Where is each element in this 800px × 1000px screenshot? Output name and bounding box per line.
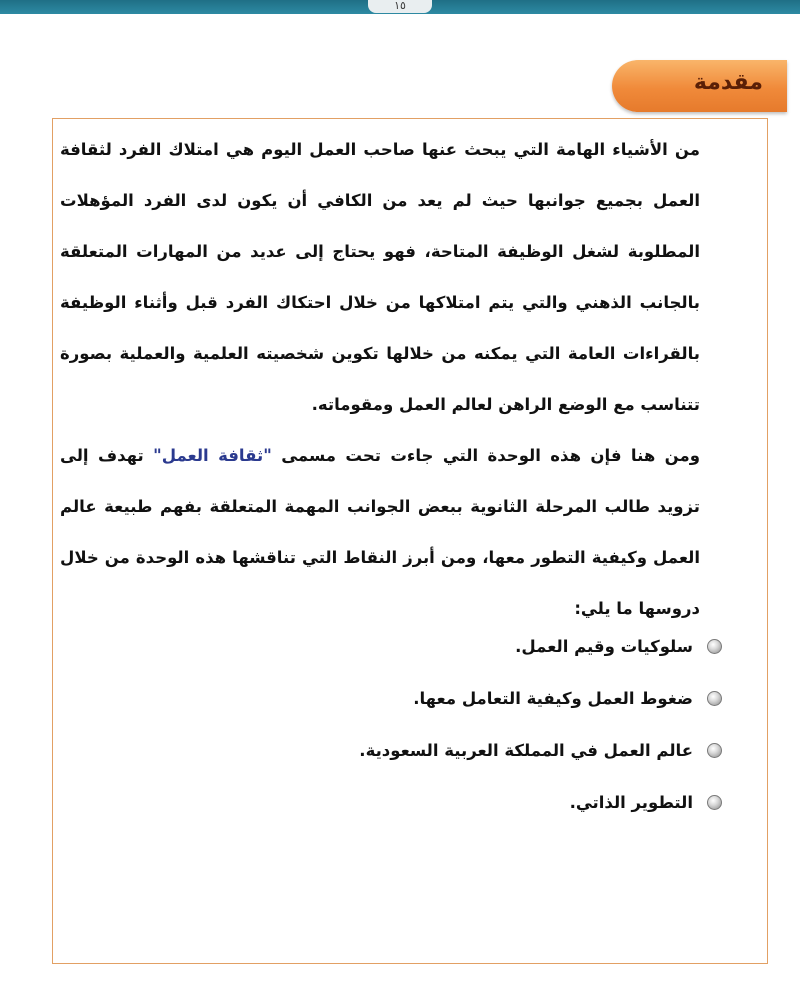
unit-name: "ثقافة العمل" [153,446,272,465]
topics-list [60,620,740,828]
bullet-circle-icon [707,639,722,654]
unit-paragraph-start: ومن هنا فإن هذه الوحدة التي جاءت تحت مسمى [271,446,701,465]
list-item [60,672,740,724]
bullet-circle-icon [707,795,722,810]
list-item-text: ضغوط العمل وكيفية التعامل معها. [413,688,693,708]
list-item-text: سلوكيات وقيم العمل. [515,636,693,656]
list-item-text: عالم العمل في المملكة العربية السعودية. [359,740,693,760]
bullet-circle-icon [707,743,722,758]
intro-paragraph: من الأشياء الهامة التي يبحث عنها صاحب العمل اليوم هي امتلاك الفرد لثقافة العمل بجميع جوانبها حيث لم يعد من الكافي أن يكون لدى الفرد المؤهلات المطلوبة لشغل الوظيفة المتاحة، فهو يحتاج إلى عديد من المهارات المتعلقة بالجانب الذهني والتي يتم امتلاكها من خلال احتكاك الفرد قبل وأثناء الوظيفة بالقراءات العامة التي يمكنه من خلالها تكوين شخصيته العلمية والعملية بصورة تتناسب مع الوضع الراهن لعالم العمل ومقوماته. [60,140,700,414]
list-item-text: التطوير الذاتي. [569,792,693,812]
bullet-circle-icon [707,691,722,706]
section-heading: مقدمة [693,70,763,95]
heading-banner [612,60,787,112]
list-item [60,776,740,828]
page-number: ١٥ [368,0,432,13]
list-item [60,724,740,776]
list-item [60,620,740,672]
unit-paragraph [60,430,700,634]
content-body [60,124,700,634]
unit-paragraph-end: تهدف إلى تزويد طالب المرحلة الثانوية ببعض الجوانب المهمة المتعلقة بفهم طبيعة عالم العمل وكيفية التطور معها، ومن أبرز النقاط التي تناقشها هذه الوحدة من خلال دروسها ما يلي: [60,446,700,618]
